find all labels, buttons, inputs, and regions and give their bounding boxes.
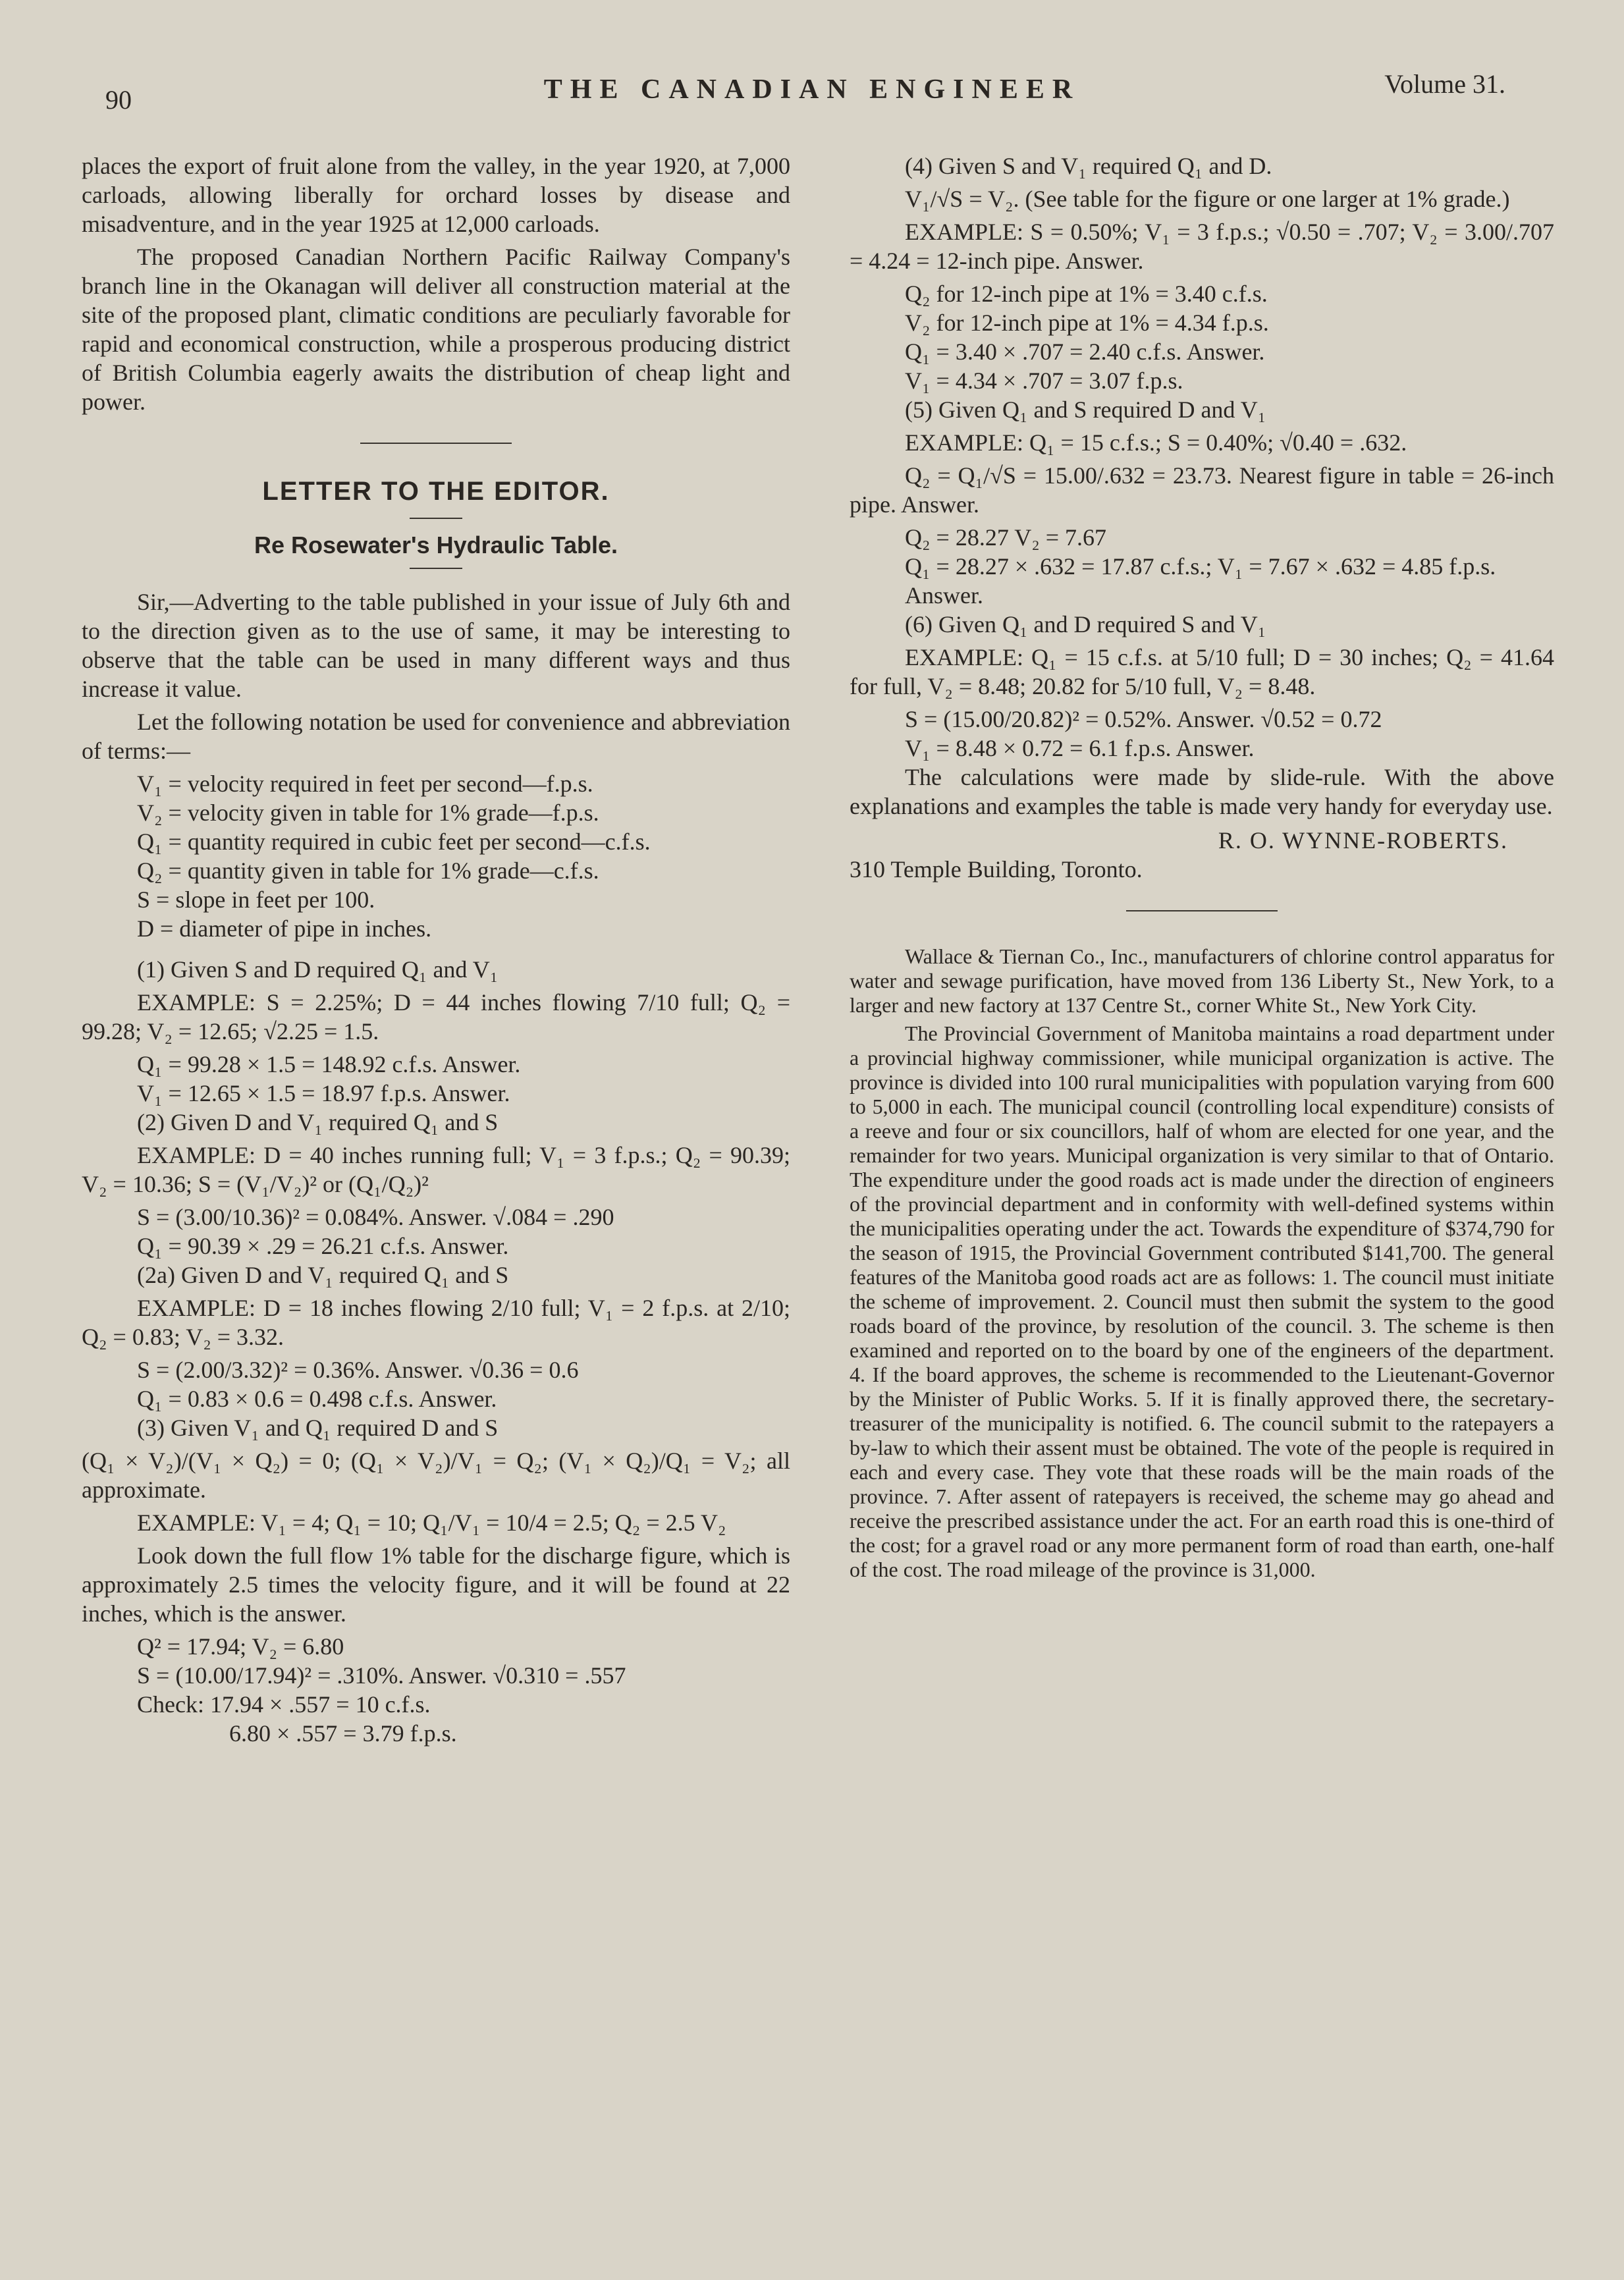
section-divider <box>1126 910 1278 911</box>
case-3-example: EXAMPLE: V₁ = 4; Q₁ = 10; Q₁/V₁ = 10/4 = 2.5; Q₂ = 2.5 V₂ <box>137 1509 726 1536</box>
case-6-title: (6) Given Q₁ and D required S and V₁ <box>905 611 1266 638</box>
equation-line: Q₁ = 0.83 × 0.6 = 0.498 c.f.s. Answer. <box>137 1386 497 1412</box>
subheading-divider <box>410 568 462 569</box>
page-number: 90 <box>105 85 132 115</box>
letter-paragraph-1: Sir,—Adverting to the table published in your issue of July 6th and to the direction given as to the use of same, it may be interesting to observe that the table can be used in many different ways and thus increase it value. <box>82 589 790 702</box>
case-5-formula: Q₂ = Q₁/√S = 15.00/.632 = 23.73. Nearest figure in table = 26-inch pipe. Answer. <box>850 462 1554 518</box>
case-3-title: (3) Given V₁ and Q₁ required D and S <box>137 1415 499 1441</box>
equation-line: S = (2.00/3.32)² = 0.36%. Answer. √0.36 = 0.6 <box>137 1357 579 1383</box>
section-divider <box>360 443 512 444</box>
notation-item: S = slope in feet per 100. <box>137 886 375 913</box>
case-4-lines <box>850 279 1554 395</box>
case-1-title: (1) Given S and D required Q₁ and V₁ <box>137 956 499 983</box>
intro-paragraph-1: places the export of fruit alone from the valley, in the year 1920, at 7,000 carloads, allowing liberally for orchard losses by disease and misadventure, and in the year 1925 at 12,000 carloads. <box>82 153 790 237</box>
case-2a-example: EXAMPLE: D = 18 inches flowing 2/10 full; V₁ = 2 f.p.s. at 2/10; Q₂ = 0.83; V₂ = 3.32. <box>82 1295 790 1350</box>
journal-title: THE CANADIAN ENGINEER <box>543 74 1081 105</box>
case-2-example: EXAMPLE: D = 40 inches running full; V₁ = 3 f.p.s.; Q₂ = 90.39; V₂ = 10.36; S = (V₁/V₂)² or (Q₁/Q₂)² <box>82 1142 790 1197</box>
equation-line: Q₁ = 90.39 × .29 = 26.21 c.f.s. Answer. <box>137 1233 509 1259</box>
case-2-lines <box>82 1203 790 1261</box>
case-5-lines <box>850 523 1554 610</box>
heading-divider <box>410 518 462 519</box>
case-5-title: (5) Given Q₁ and S required D and V₁ <box>905 396 1266 423</box>
case-2a-title: (2a) Given D and V₁ required Q₁ and S <box>137 1262 509 1288</box>
equation-line: Q₁ = 28.27 × .632 = 17.87 c.f.s.; V₁ = 7.67 × .632 = 4.85 f.p.s. Answer. <box>905 553 1496 609</box>
case-6-example: EXAMPLE: Q₁ = 15 c.f.s. at 5/10 full; D = 30 inches; Q₂ = 41.64 for full, V₂ = 8.48; 20.82 for 5/10 full, V₂ = 8.48. <box>850 644 1554 699</box>
notation-list <box>82 769 790 943</box>
equation-line: S = (15.00/20.82)² = 0.52%. Answer. √0.52 = 0.72 <box>905 706 1382 732</box>
case-6-lines <box>850 705 1554 763</box>
intro-paragraph-2: The proposed Canadian Northern Pacific Railway Company's branch line in the Okanagan will deliver all construction material at the site of the proposed plant, climatic conditions are peculiarly favorable for rapid and economical construction, while a prosperous producing district of British Columbia eagerly awaits the distribution of cheap light and power. <box>82 244 790 415</box>
case-1-lines <box>82 1050 790 1108</box>
case-3-formula: (Q₁ × V₂)/(V₁ × Q₂) = 0; (Q₁ × V₂)/V₁ = Q₂; (V₁ × Q₂)/Q₁ = V₂; all approximate. <box>82 1448 790 1503</box>
notation-item: Q₂ = quantity given in table for 1% grade—c.f.s. <box>137 857 599 884</box>
notation-item: Q₁ = quantity required in cubic feet per second—c.f.s. <box>137 828 651 855</box>
left-column <box>82 151 790 1748</box>
equation-line: Q₁ = 99.28 × 1.5 = 148.92 c.f.s. Answer. <box>137 1051 521 1077</box>
equation-line: V₁ = 8.48 × 0.72 = 6.1 f.p.s. Answer. <box>905 735 1255 761</box>
case-4-formula: V₁/√S = V₂. (See table for the figure or one larger at 1% grade.) <box>905 186 1510 212</box>
case-1-example: EXAMPLE: S = 2.25%; D = 44 inches flowing 7/10 full; Q₂ = 99.28; V₂ = 12.65; √2.25 = 1.5. <box>82 989 790 1045</box>
case-3-lines <box>82 1632 790 1748</box>
equation-line: V₁ = 12.65 × 1.5 = 18.97 f.p.s. Answer. <box>137 1080 510 1106</box>
notation-item: D = diameter of pipe in inches. <box>137 915 432 942</box>
equation-line: V₂ for 12-inch pipe at 1% = 4.34 f.p.s. <box>905 310 1269 336</box>
equation-line: Check: 17.94 × .557 = 10 c.f.s. <box>137 1691 431 1718</box>
letter-heading: LETTER TO THE EDITOR. <box>262 477 610 506</box>
equation-line: S = (10.00/17.94)² = .310%. Answer. √0.310 = .557 <box>137 1662 626 1689</box>
notation-item: V₁ = velocity required in feet per second—f.p.s. <box>137 771 593 797</box>
news-paragraph-1: Wallace & Tiernan Co., Inc., manufacturers of chlorine control apparatus for water and sewage purification, have moved from 136 Liberty St., New York, to a larger and new factory at 137 Centre St., corner White St., New York City. <box>850 944 1554 1017</box>
volume-label: Volume 31. <box>1384 69 1505 99</box>
equation-line: 6.80 × .557 = 3.79 f.p.s. <box>229 1720 457 1747</box>
author-address: 310 Temple Building, Toronto. <box>850 856 1143 882</box>
author-signature: R. O. WYNNE-ROBERTS. <box>1218 827 1508 854</box>
case-3-paragraph: Look down the full flow 1% table for the discharge figure, which is approximately 2.5 times the velocity figure, and it will be found at 22 inches, which is the answer. <box>82 1542 790 1627</box>
equation-line: V₁ = 4.34 × .707 = 3.07 f.p.s. <box>905 367 1183 394</box>
equation-line: Q₂ = 28.27 V₂ = 7.67 <box>905 524 1107 551</box>
equation-line: S = (3.00/10.36)² = 0.084%. Answer. √.084 = .290 <box>137 1204 614 1230</box>
case-5-example: EXAMPLE: Q₁ = 15 c.f.s.; S = 0.40%; √0.40 = .632. <box>905 429 1407 456</box>
letter-subheading: Re Rosewater's Hydraulic Table. <box>254 531 618 558</box>
case-4-example: EXAMPLE: S = 0.50%; V₁ = 3 f.p.s.; √0.50 = .707; V₂ = 3.00/.707 = 4.24 = 12-inch pipe. Answer. <box>850 219 1554 274</box>
closing-paragraph: The calculations were made by slide-rule. With the above explanations and examples the table is made very handy for everyday use. <box>850 764 1554 819</box>
right-column <box>850 151 1554 1586</box>
equation-line: Q₂ for 12-inch pipe at 1% = 3.40 c.f.s. <box>905 281 1268 307</box>
case-2-title: (2) Given D and V₁ required Q₁ and S <box>137 1109 499 1135</box>
equation-line: Q₁ = 3.40 × .707 = 2.40 c.f.s. Answer. <box>905 339 1265 365</box>
equation-line: Q² = 17.94; V₂ = 6.80 <box>137 1633 344 1660</box>
case-4-title: (4) Given S and V₁ required Q₁ and D. <box>905 153 1272 179</box>
case-2a-lines <box>82 1355 790 1413</box>
letter-paragraph-2: Let the following notation be used for convenience and abbreviation of terms:— <box>82 709 790 764</box>
news-paragraph-2: The Provincial Government of Manitoba maintains a road department under a provincial highway commissioner, while municipal organization is active. The province is divided into 100 rural municipalities with population varying from 600 to 5,000 in each. The municipal council (controlling local expenditure) consists of a reeve and four or six councillors, half of whom are elected for one year, and the remainder for two years. Municipal organization is very similar to that of Ontario. The expenditure under the good roads act is made under the direction of engineers of the provincial department and in conformity with well-defined systems within the municipalities operating under the act. Towards the expenditure of $374,790 for the season of 1915, the Provincial Government contributed $141,700. The general features of the Manitoba good roads act are as follows: 1. The council must initiate the scheme of improvement. 2. Council must then submit the system to the good roads board of the province, by resolution of the council. 3. The scheme is then examined and reported on to the board by one of the engineers of the department. 4. If the board approves, the scheme is recommended to the Lieutenant-Governor by the Minister of Public Works. 5. If it is finally approved there, the secretary-treasurer of the municipality is notified. 6. The council submit to the ratepayers a by-law to which their assent must be obtained. The vote of the people is required in each and every case. They vote that these roads will be the main roads of the province. 7. After assent of ratepayers is received, the scheme may go ahead and receive the prescribed assistance under the act. For an earth road this is one-third of the cost; for a gravel road or any more permanent form of road than earth, one-half of the cost. The road mileage of the province is 31,000. <box>850 1021 1554 1581</box>
notation-item: V₂ = velocity given in table for 1% grade—f.p.s. <box>137 800 599 826</box>
page-header <box>0 66 1624 119</box>
